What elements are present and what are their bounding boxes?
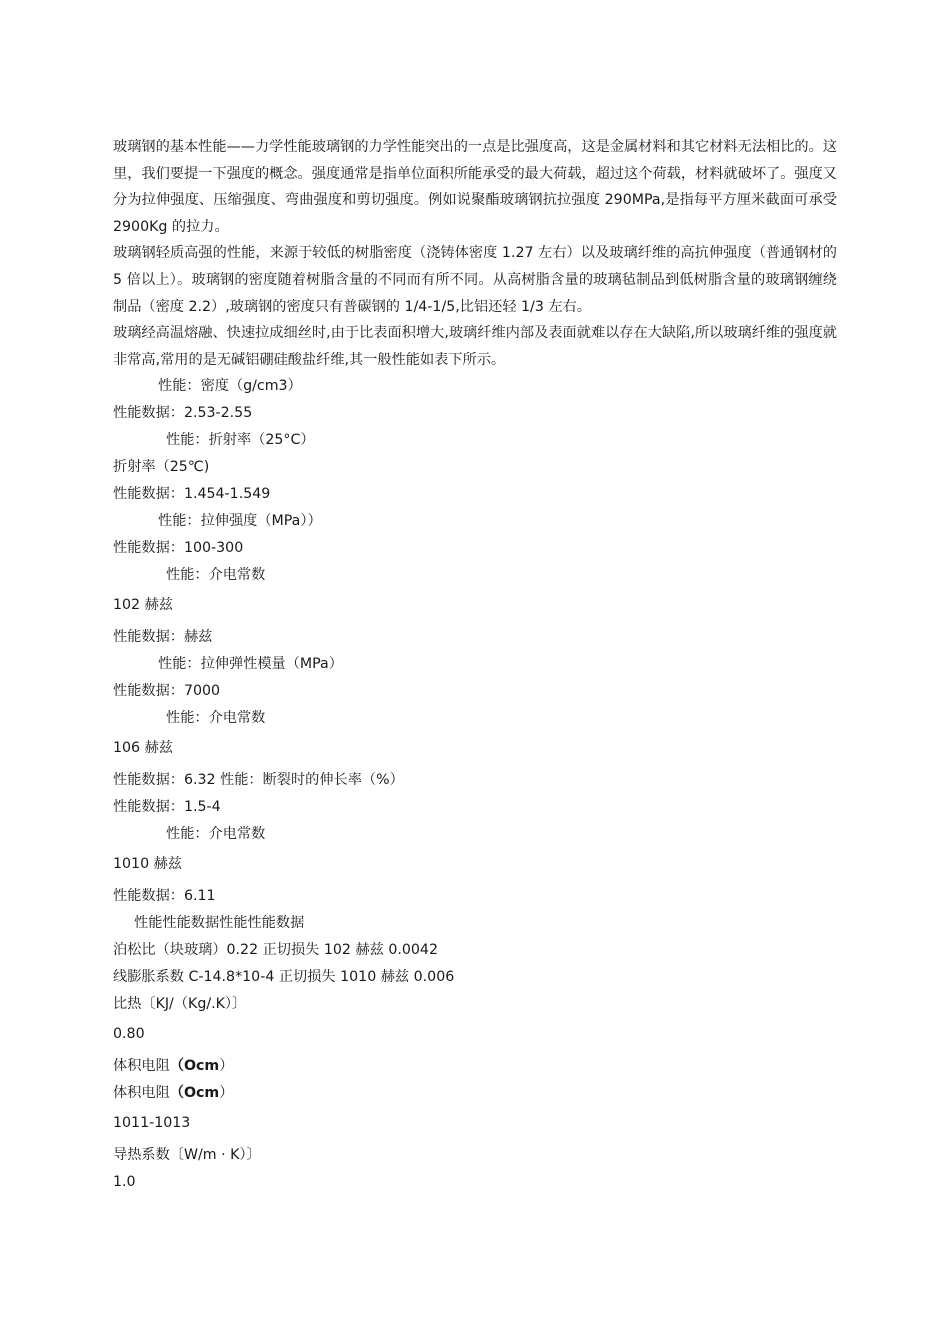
property-volume-resistivity-label	[113, 1053, 837, 1080]
property-thermal-conductivity-label: 导热系数〔W/m · K）〕	[113, 1147, 261, 1164]
resistivity-close: ）	[219, 1058, 234, 1075]
refraction-condition: 折射率（25℃)	[113, 459, 210, 476]
property-elastic-modulus-value: 性能数据：7000	[113, 683, 221, 700]
property-dielectric-value: 性能数据：6.11	[113, 888, 216, 905]
table-header: 性能性能数据性能性能数据	[134, 915, 305, 932]
property-dielectric-value: 性能数据：赫兹	[113, 629, 213, 646]
resistivity-text: 体积电阻	[113, 1058, 170, 1075]
property-dielectric-label: 性能：介电常数	[166, 567, 266, 584]
paragraph-glass-fiber: 玻璃经高温熔融、快速拉成细丝时,由于比表面积增大,玻璃纤维内部及表面就难以存在大缺陷,所以玻璃纤维的强度就非常高,常用的是无碱铝硼硅酸盐纤维,其一般性能如表下所示。	[113, 325, 837, 368]
dielectric-frequency: 106 赫兹	[113, 740, 173, 757]
property-thermal-expansion: 线膨胀系数 C-14.8*10-4 正切损失 1010 赫兹 0.006	[113, 969, 455, 986]
resistivity-text: 体积电阻	[113, 1085, 170, 1102]
property-volume-resistivity-value: 1011-1013	[113, 1115, 191, 1132]
property-elongation-value: 性能数据：1.5-4	[113, 799, 221, 816]
document-page	[113, 134, 837, 1196]
paragraph-density: 玻璃钢轻质高强的性能，来源于较低的树脂密度（浇铸体密度 1.27 左右）以及玻璃纤维的高抗伸强度（普通钢材的 5 倍以上）。玻璃钢的密度随着树脂含量的不同而有所不同。从高树脂含量的玻璃毡制品到低树脂含量的玻璃钢缠绕制品（密度 2.2）,玻璃钢的密度只有普碳钢的 1/4-1/5,比铝还轻 1/3 左右。	[113, 245, 837, 315]
property-specific-heat-label: 比热〔KJ/（Kg/.K）〕	[113, 996, 247, 1013]
property-thermal-conductivity-value: 1.0	[113, 1174, 136, 1191]
property-specific-heat-value: 0.80	[113, 1026, 145, 1043]
property-density-label: 性能：密度（g/cm3）	[158, 378, 302, 395]
dielectric-frequency: 102 赫兹	[113, 597, 173, 614]
property-volume-resistivity-label	[113, 1080, 837, 1107]
resistivity-close: ）	[219, 1085, 234, 1102]
paragraph-intro: 玻璃钢的基本性能——力学性能玻璃钢的力学性能突出的一点是比强度高，这是金属材料和其它材料无法相比的。这里，我们要提一下强度的概念。强度通常是指单位面积所能承受的最大荷载，超过这个荷载，材料就破坏了。强度又分为拉伸强度、压缩强度、弯曲强度和剪切强度。例如说聚酯玻璃钢抗拉强度 290MPa,是指每平方厘米截面可承受 2900Kg 的拉力。	[113, 139, 837, 235]
property-elastic-modulus-label: 性能：拉伸弹性模量（MPa）	[158, 656, 343, 673]
property-elongation: 性能数据：6.32 性能：断裂时的伸长率（%）	[113, 772, 404, 789]
property-dielectric-label: 性能：介电常数	[166, 826, 266, 843]
dielectric-frequency: 1010 赫兹	[113, 856, 182, 873]
resistivity-unit: （Ocm	[169, 1085, 220, 1102]
resistivity-unit: （Ocm	[169, 1058, 220, 1075]
property-refraction-value: 性能数据：1.454-1.549	[113, 486, 271, 503]
property-density-value: 性能数据：2.53-2.55	[113, 405, 253, 422]
property-poisson-ratio: 泊松比（块玻璃）0.22 正切损失 102 赫兹 0.0042	[113, 942, 438, 959]
property-refraction-label: 性能：折射率（25°C）	[166, 432, 315, 449]
property-tensile-strength-value: 性能数据：100-300	[113, 540, 244, 557]
property-tensile-strength-label: 性能：拉伸强度（MPa））	[158, 513, 322, 530]
property-dielectric-label: 性能：介电常数	[166, 710, 266, 727]
